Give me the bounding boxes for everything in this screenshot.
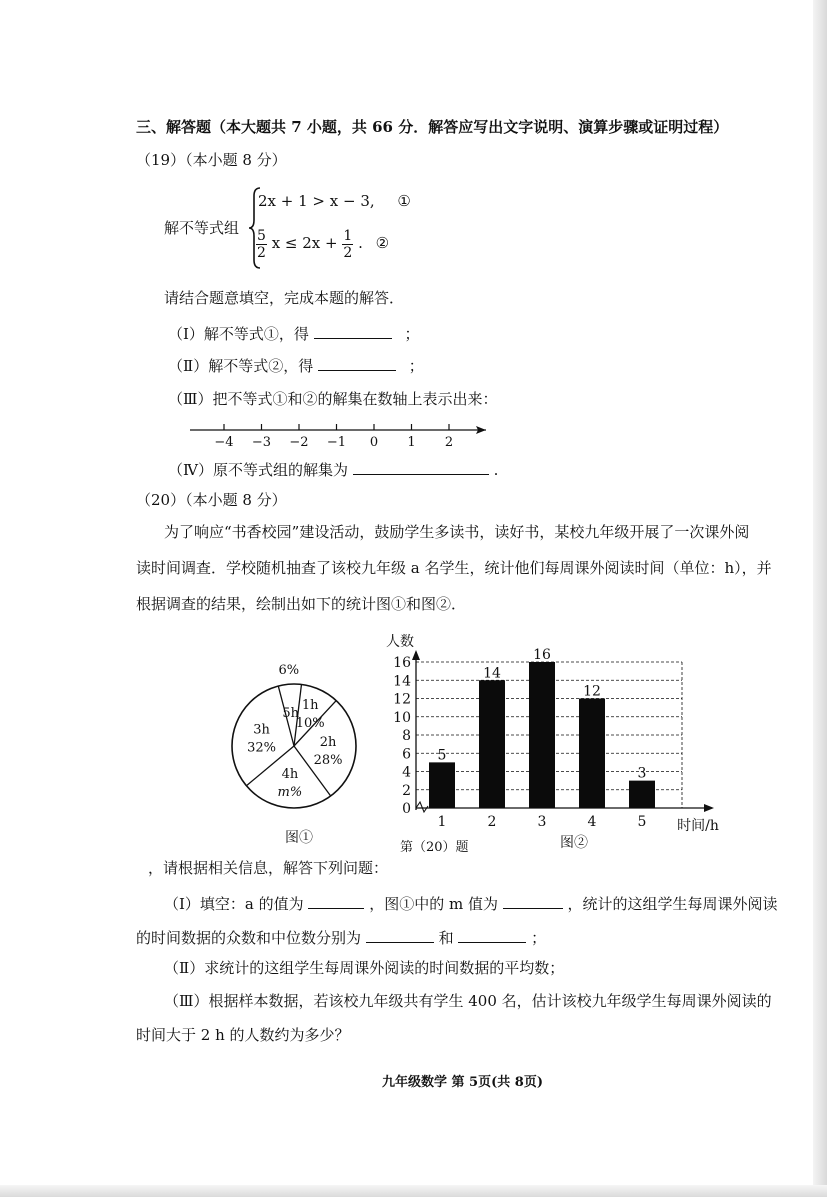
pie-slice-percent: m% — [277, 784, 303, 800]
bar — [579, 699, 605, 809]
q20-q1-line1 — [164, 892, 778, 914]
y-tick-label: 16 — [393, 655, 411, 671]
q20-q1-line2 — [136, 926, 546, 948]
numberline-label: −1 — [326, 435, 347, 450]
pie-slice-percent: 6% — [278, 663, 300, 679]
y-tick-label: 0 — [402, 801, 411, 817]
inequality-2-coef — [256, 228, 267, 261]
bar-value-label: 16 — [533, 647, 551, 663]
problem-label: 第（20）题 — [400, 840, 469, 855]
fig1-caption: 图① — [285, 830, 313, 846]
y-tick-label: 12 — [393, 691, 411, 708]
pie-slice-label: 4h — [281, 766, 299, 782]
pie-slice-label: 5h — [282, 705, 300, 721]
bar — [429, 762, 455, 808]
numberline-label: −4 — [214, 435, 234, 450]
inequality-1-mark: ① — [397, 192, 411, 210]
q1-f: ； — [531, 929, 547, 947]
answer-blank-a[interactable] — [308, 892, 364, 909]
q20-para-line1: 为了响应“书香校园”建设活动，鼓励学生多读书，读好书，某校九年级开展了一次课外阅 — [164, 523, 750, 541]
pie-slice-percent: 28% — [313, 752, 343, 768]
part2-label: （Ⅱ）解不等式②，得 — [168, 357, 314, 375]
bar — [479, 680, 505, 808]
section-heading: 三、解答题（本大题共 7 小题，共 66 分．解答应写出文字说明、演算步骤或证明过程） — [136, 118, 729, 136]
bar-value-label: 12 — [583, 683, 601, 700]
pie-chart — [222, 650, 372, 850]
part4-end: . — [493, 461, 499, 479]
pie-slice-percent: 32% — [247, 740, 276, 756]
q20-q2: （Ⅱ）求统计的这组学生每周课外阅读的时间数据的平均数； — [164, 959, 565, 977]
answer-blank-median[interactable] — [458, 926, 526, 943]
y-axis-label: 人数 — [386, 634, 414, 650]
answer-blank-m[interactable] — [503, 892, 563, 909]
part2-end: ； — [408, 357, 424, 375]
inequality-2-mid: x ≤ 2x + — [271, 234, 338, 252]
inequality-1-text: 2x + 1 > x − 3, — [258, 192, 375, 210]
numberline-label: 0 — [369, 435, 379, 450]
pie-slice-percent: 10% — [295, 716, 325, 732]
axis-break — [416, 802, 428, 812]
page-edge-bottom — [0, 1185, 827, 1197]
x-axis-arrow — [704, 804, 714, 812]
y-axis-arrow — [412, 650, 420, 660]
numberline-label: −3 — [251, 435, 272, 450]
y-tick-label: 10 — [393, 709, 411, 726]
answer-blank-4[interactable] — [353, 458, 489, 475]
q1-c: ，统计的这组学生每周课外阅读 — [567, 895, 778, 913]
q19-part4 — [168, 458, 498, 480]
bar — [629, 781, 655, 808]
part4-label: （Ⅳ）原不等式组的解集为 — [168, 461, 348, 479]
x-tick-label: 4 — [587, 814, 597, 830]
numberline-label: 2 — [444, 435, 454, 450]
page-footer: 九年级数学 第 5页(共 8页) — [382, 1075, 543, 1090]
y-tick-label: 6 — [402, 746, 411, 763]
part1-label: （Ⅰ）解不等式①，得 — [168, 325, 309, 343]
y-tick-label: 4 — [402, 764, 411, 781]
q19-header: （19）（本小题 8 分） — [136, 151, 287, 169]
q1-b: ，图①中的 m 值为 — [369, 895, 498, 913]
y-tick-label: 2 — [402, 782, 411, 799]
x-tick-label: 5 — [637, 814, 647, 830]
x-tick-label: 1 — [437, 814, 447, 830]
q20-para-line3: 根据调查的结果，绘制出如下的统计图①和图②． — [136, 595, 467, 613]
bar — [529, 662, 555, 808]
x-axis-label: 时间/h — [677, 818, 719, 834]
y-tick-label: 14 — [393, 673, 411, 690]
q19-part1 — [168, 322, 420, 344]
fig2-caption: 图② — [560, 835, 588, 851]
x-tick-label: 2 — [487, 814, 497, 830]
q1-d: 的时间数据的众数和中位数分别为 — [136, 929, 362, 947]
bar-value-label: 14 — [483, 665, 501, 682]
inequality-2-mark: ② — [375, 234, 390, 252]
bar-chart — [372, 628, 732, 860]
answer-blank-mode[interactable] — [366, 926, 434, 943]
numberline-label: −2 — [289, 435, 309, 450]
x-tick-label: 3 — [537, 814, 547, 830]
q20-para-line2: 读时间调查．学校随机抽查了该校九年级 a 名学生，统计他们每周课外阅读时间（单位：h），并 — [136, 559, 772, 577]
inequality-2 — [256, 226, 389, 261]
pie-slice-label: 1h — [301, 698, 319, 714]
inequality-1 — [258, 191, 411, 211]
bar-value-label: 3 — [637, 765, 647, 782]
q1-e: 和 — [438, 929, 454, 947]
frac-num: 1 — [343, 227, 353, 244]
y-tick-label: 8 — [402, 728, 411, 744]
q20-q3-line1: （Ⅲ）根据样本数据，若该校九年级共有学生 400 名，估计该校九年级学生每周课外阅读的 — [164, 992, 772, 1010]
q1-a: （Ⅰ）填空：a 的值为 — [164, 895, 304, 913]
q20-q3-line2: 时间大于 2 h 的人数约为多少？ — [136, 1026, 350, 1044]
q19-intro: 解不等式组 — [164, 219, 240, 237]
q20-questions-intro: ，请根据相关信息，解答下列问题： — [148, 859, 389, 877]
frac-den: 2 — [343, 244, 353, 261]
number-line — [186, 418, 496, 452]
frac-den: 2 — [257, 244, 266, 261]
inequality-2-end: . — [358, 234, 363, 252]
q20-header: （20）（本小题 8 分） — [136, 491, 287, 509]
pie-slice-label: 2h — [319, 734, 337, 750]
frac-num: 5 — [257, 227, 266, 244]
answer-blank-1[interactable] — [314, 322, 392, 339]
q19-part2 — [168, 354, 424, 376]
part1-end: ； — [404, 325, 420, 343]
q19-instruction: 请结合题意填空，完成本题的解答． — [164, 289, 405, 307]
numberline-label: 1 — [407, 435, 416, 450]
bar-value-label: 5 — [437, 747, 447, 764]
inequality-2-rhs — [342, 228, 353, 261]
pie-slice-label: 3h — [253, 722, 270, 738]
answer-blank-2[interactable] — [318, 354, 396, 371]
page-edge-right — [813, 0, 827, 1197]
q19-part3: （Ⅲ）把不等式①和②的解集在数轴上表示出来： — [168, 390, 498, 408]
